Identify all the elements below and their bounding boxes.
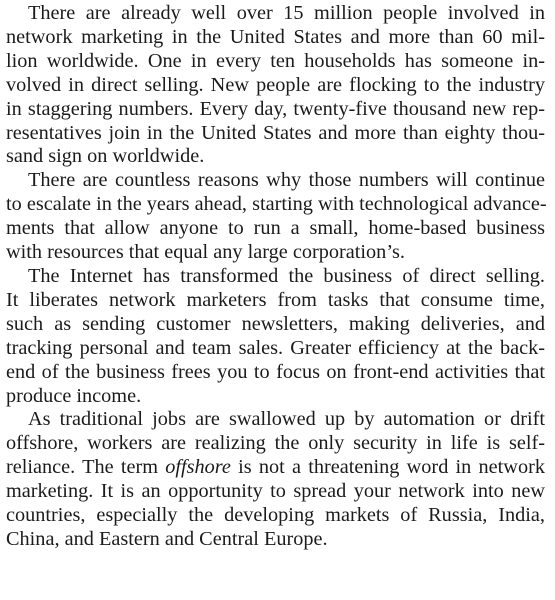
document-page: [6, 2, 545, 552]
text-line: network marketing in the United States and more than 60 mil-: [6, 25, 545, 48]
text-line: It liberates network marketers from tasks that consume time,: [6, 288, 545, 311]
text-line: marketing. It is an opportunity to spread your network into new: [6, 480, 545, 503]
text-line: As traditional jobs are swallowed up by automation or drift: [28, 408, 545, 431]
text-line: [6, 456, 545, 480]
text-line: produce income.: [6, 384, 142, 407]
italic-term: offshore: [165, 456, 231, 479]
text-line: with resources that equal any large corporation’s.: [6, 241, 405, 264]
text-line: tracking personal and team sales. Greater efficiency at the back-: [6, 336, 545, 359]
text-line: offshore, workers are realizing the only security in life is self-: [6, 432, 545, 455]
text-line: The Internet has transformed the business of direct selling.: [28, 264, 545, 287]
text-line: to escalate in the years ahead, starting with technological advance-: [6, 193, 547, 216]
text-line: China, and Eastern and Central Europe.: [6, 527, 328, 550]
text-line: end of the business frees you to focus on front-end activities that: [6, 360, 545, 383]
paragraph-4: [6, 408, 545, 551]
text-line: countries, especially the developing markets of Russia, India,: [6, 504, 545, 527]
text-run: reliance. The term: [6, 456, 166, 479]
paragraph-1: [6, 2, 545, 169]
text-line: There are already well over 15 million people involved in: [28, 2, 545, 24]
text-line: such as sending customer newsletters, making deliveries, and: [6, 312, 545, 335]
text-line: lion worldwide. One in every ten households has someone in-: [6, 49, 545, 72]
text-line: There are countless reasons why those numbers will continue: [28, 169, 545, 192]
text-line: resentatives join in the United States and more than eighty thou-: [6, 121, 545, 144]
paragraph-3: [6, 265, 545, 408]
text-line: in staggering numbers. Every day, twenty-five thousand new rep-: [6, 97, 545, 120]
text-line: sand sign on worldwide.: [6, 145, 205, 168]
text-line: volved in direct selling. New people are flocking to the industry: [6, 73, 545, 96]
text-line: ments that allow anyone to run a small, home-based business: [6, 217, 545, 240]
text-run: is not a threatening word in network: [230, 456, 545, 479]
paragraph-2: [6, 169, 545, 265]
